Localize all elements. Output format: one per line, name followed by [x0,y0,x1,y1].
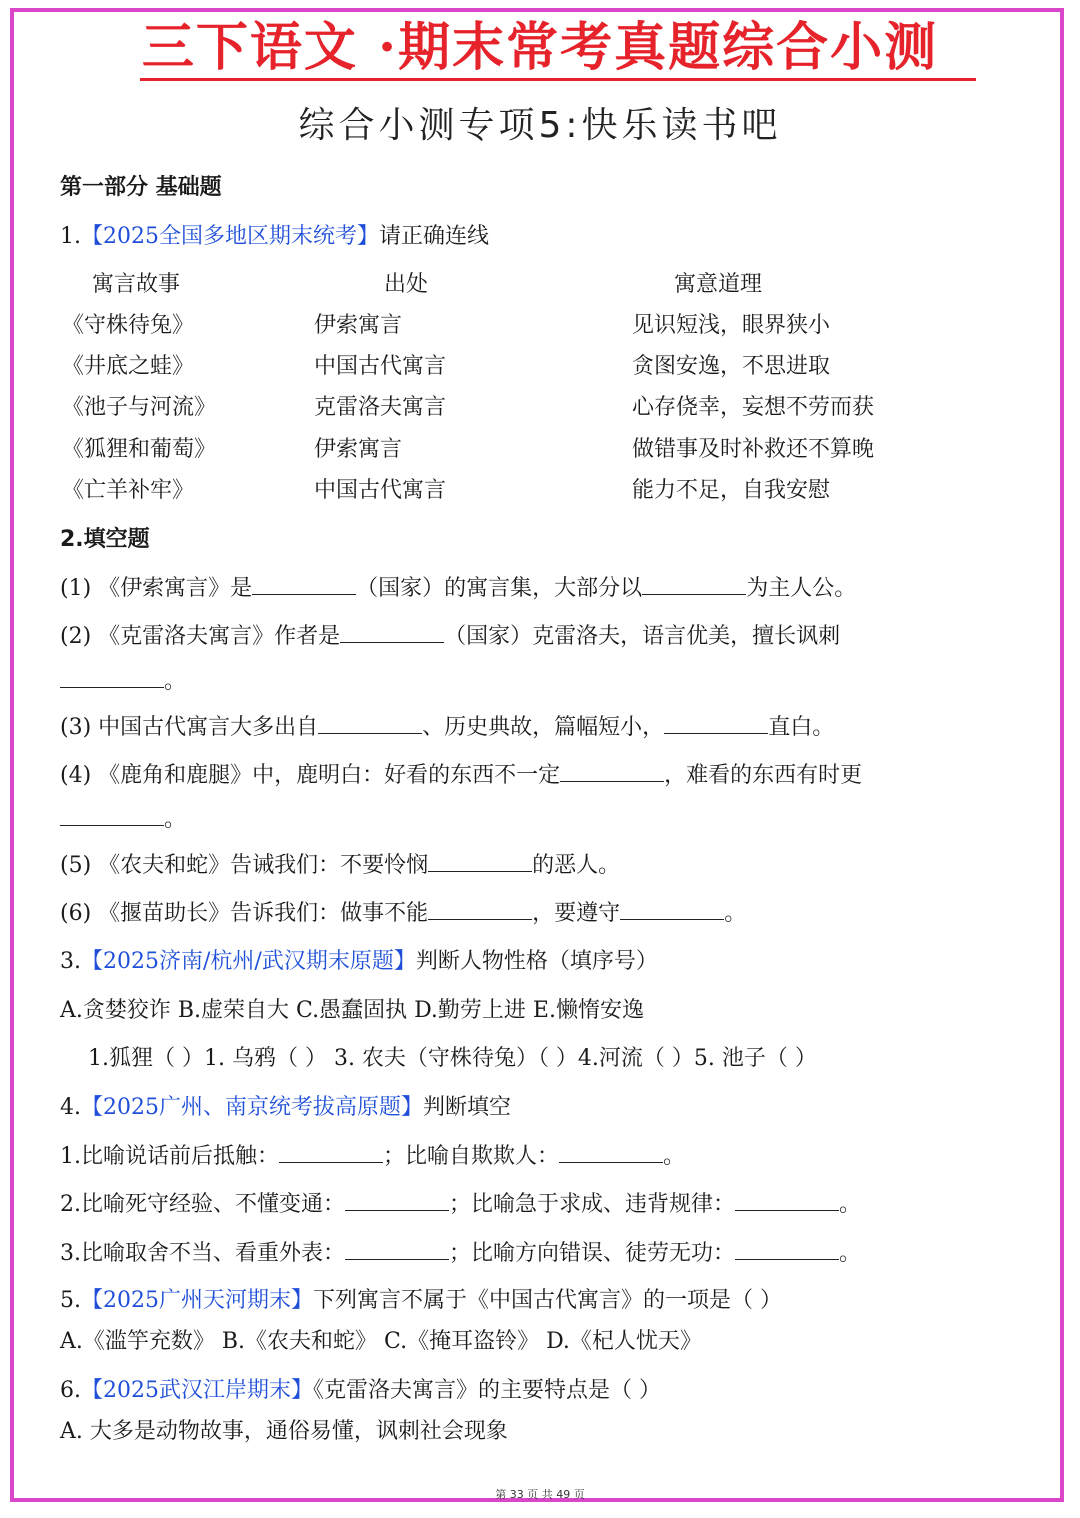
fill-blank[interactable] [642,572,746,595]
fill-blank[interactable] [340,620,444,643]
q2-item-1 [60,572,856,605]
q4-line [60,1092,511,1124]
q1-source: 伊索寓言 [314,437,403,462]
q2-item-text: （国家）的寓言集，大部分以 [356,576,643,601]
fill-blank[interactable] [345,1237,449,1260]
q2-item-text: (1) 《伊索寓言》是 [60,576,253,601]
q4-item-text: 。 [839,1241,862,1266]
q5-number: 5. [60,1288,81,1313]
fill-blank[interactable] [318,711,422,734]
fill-blank[interactable] [559,1140,663,1163]
q3-line [60,946,658,978]
q1-source: 中国古代寓言 [314,478,447,503]
title-underline [140,78,976,81]
q2-item-text: ，难看的东西有时更 [664,763,863,788]
q2-item-text: (5) 《农夫和蛇》告诫我们：不要怜悯 [60,853,429,878]
q2-item-3 [60,711,834,744]
q1-moral: 能力不足，自我安慰 [632,478,831,503]
q1-tag: 【2025全国多地区期末统考】 [81,224,379,249]
q4-item-text: ；比喻自欺欺人： [383,1144,560,1169]
q4-tag: 【2025广州、南京统考拔高原题】 [81,1095,423,1120]
q2-item-text: 的恶人。 [532,853,621,878]
q4-item-1 [60,1140,685,1173]
q6-line [60,1375,661,1407]
q1-col-header-moral: 寓意道理 [674,272,763,297]
q2-item-5 [60,849,620,882]
q5-text: 下列寓言不属于《中国古代寓言》的一项是（ ） [313,1288,782,1313]
q1-moral: 心存侥幸，妄想不劳而获 [632,395,875,420]
q4-item-text: ；比喻方向错误、徒劳无功： [449,1241,736,1266]
q2-item-text: (3) 中国古代寓言大多出自 [60,715,319,740]
q4-item-text: 3.比喻取舍不当、看重外表： [60,1241,345,1266]
q4-item-3 [60,1237,861,1270]
q6-option-a: A. 大多是动物故事，通俗易懂，讽刺社会现象 [60,1419,508,1444]
q2-item-text: 。 [724,901,747,926]
q1-story: 《亡羊补牢》 [62,478,195,503]
q1-line [60,221,489,253]
fill-blank[interactable] [735,1188,839,1211]
q4-item-text: 1.比喻说话前后抵触： [60,1144,279,1169]
q3-blanks: 1.狐狸（ ）1. 乌鸦（ ） 3. 农夫（守株待兔）（ ）4.河流（ ）5. 池子（ ） [88,1046,817,1071]
page-subtitle: 综合小测专项5:快乐读书吧 [298,105,782,146]
fill-blank[interactable] [735,1237,839,1260]
q6-number: 6. [60,1378,81,1403]
q1-number: 1. [60,224,81,249]
q2-item-text: 。 [164,669,187,694]
q2-item-text: (6) 《揠苗助长》告诉我们：做事不能 [60,901,429,926]
q2-item-text: (2) 《克雷洛夫寓言》作者是 [60,624,341,649]
q2-item-4 [60,759,862,792]
fill-blank[interactable] [252,572,356,595]
q4-number: 4. [60,1095,81,1120]
q2-item-text: 为主人公。 [746,576,857,601]
q1-col-header-source: 出处 [384,272,429,297]
q4-item-text: 。 [839,1192,862,1217]
q1-text: 请正确连线 [379,224,490,249]
q1-story: 《狐狸和葡萄》 [62,437,217,462]
q6-text: 《克雷洛夫寓言》的主要特点是（ ） [313,1378,661,1403]
fill-blank[interactable] [664,711,768,734]
part1-heading: 第一部分 基础题 [60,175,222,200]
q4-text: 判断填空 [423,1095,512,1120]
q5-options: A.《滥竽充数》 B.《农夫和蛇》 C.《掩耳盗铃》 D.《杞人忧天》 [60,1329,702,1354]
q2-item-2 [60,620,840,653]
q2-item-text: 直白。 [768,715,835,740]
fill-blank[interactable] [60,803,164,826]
q5-line [60,1285,782,1317]
q2-item-2-cont [60,665,186,698]
q3-tag: 【2025济南/杭州/武汉期末原题】 [81,949,416,974]
q3-text: 判断人物性格（填序号） [415,949,658,974]
fill-blank[interactable] [279,1140,383,1163]
q1-story: 《守株待兔》 [62,313,195,338]
q1-source: 克雷洛夫寓言 [314,395,447,420]
q1-moral: 见识短浅，眼界狭小 [632,313,831,338]
q3-options: A.贪婪狡诈 B.虚荣自大 C.愚蠢固执 D.勤劳上进 E.懒惰安逸 [60,998,644,1023]
fill-blank[interactable] [60,665,164,688]
q2-item-4-cont [60,803,186,836]
q1-story: 《池子与河流》 [62,395,217,420]
q4-item-text: 2.比喻死守经验、不懂变通： [60,1192,345,1217]
fill-blank[interactable] [428,897,532,920]
q1-col-header-story: 寓言故事 [92,272,181,297]
page-title: 三下语文 ·期末常考真题综合小测 [141,17,939,78]
q1-source: 伊索寓言 [314,313,403,338]
q4-item-2 [60,1188,861,1221]
q1-story: 《井底之蛙》 [62,354,195,379]
fill-blank[interactable] [560,759,664,782]
q2-item-text: (4) 《鹿角和鹿腿》中，鹿明白：好看的东西不一定 [60,763,561,788]
q1-moral: 做错事及时补救还不算晚 [632,437,875,462]
q3-number: 3. [60,949,81,974]
q1-moral: 贪图安逸，不思进取 [632,354,831,379]
q2-item-text: 。 [164,807,187,832]
q2-heading: 2.填空题 [60,527,150,552]
q2-item-text: 、历史典故，篇幅短小， [422,715,665,740]
q2-item-text: ，要遵守 [532,901,621,926]
q2-item-6 [60,897,746,930]
fill-blank[interactable] [428,849,532,872]
fill-blank[interactable] [620,897,724,920]
q5-tag: 【2025广州天河期末】 [81,1288,313,1313]
page-number: 第 33 页 共 49 页 [495,1488,585,1501]
q1-source: 中国古代寓言 [314,354,447,379]
q4-item-text: ；比喻急于求成、违背规律： [449,1192,736,1217]
q2-item-text: （国家）克雷洛夫，语言优美，擅长讽刺 [444,624,841,649]
q6-tag: 【2025武汉江岸期末】 [81,1378,313,1403]
q4-item-text: 。 [663,1144,686,1169]
fill-blank[interactable] [345,1188,449,1211]
